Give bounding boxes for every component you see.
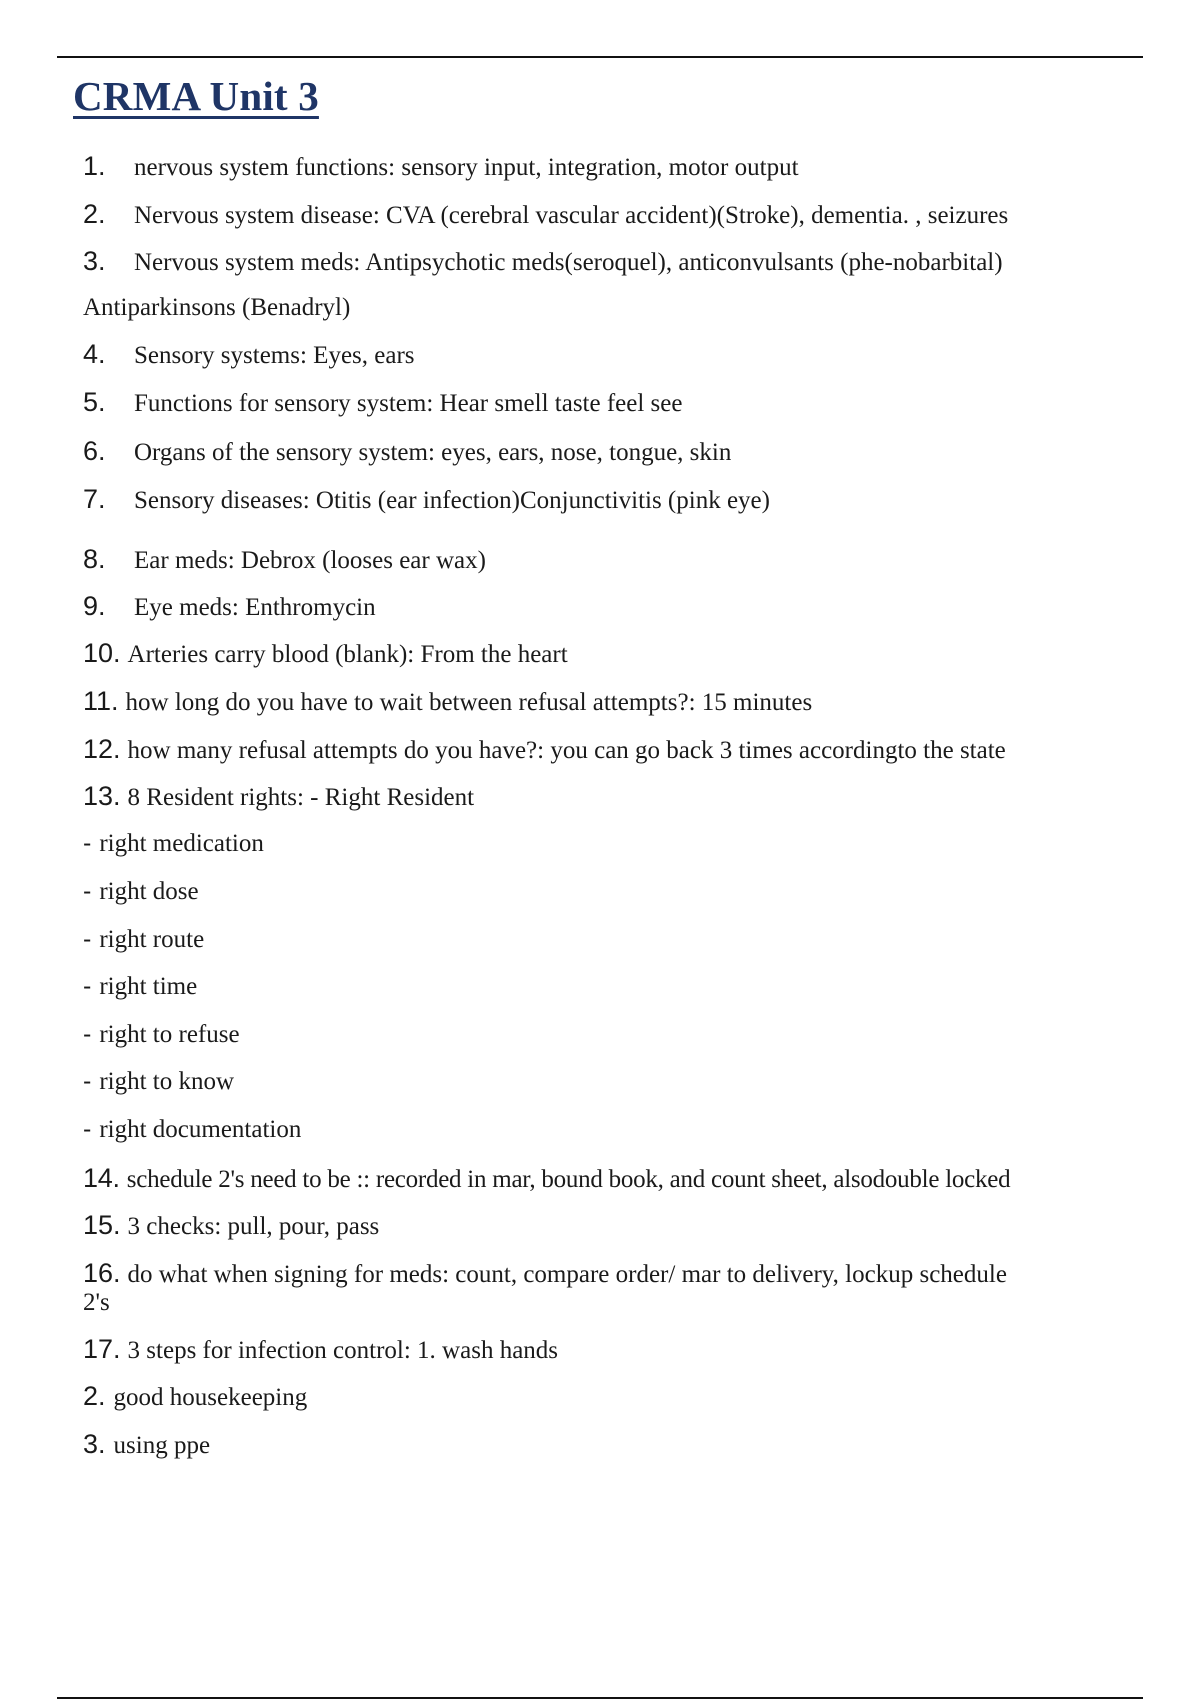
list-item: 5. Functions for sensory system: Hear smell taste feel see (83, 387, 683, 417)
top-rule (57, 56, 1143, 58)
rights-item: - right to know (83, 1067, 235, 1095)
rights-item: - right route (83, 925, 205, 953)
list-item: 10. Arteries carry blood (blank): From the heart (83, 638, 568, 668)
list-item-continuation: 2's (83, 1289, 110, 1316)
rights-item: - right medication (83, 829, 264, 857)
sub-step: 2. good housekeeping (83, 1381, 308, 1411)
list-item: 4. Sensory systems: Eyes, ears (83, 339, 415, 369)
rights-item: - right to refuse (83, 1020, 240, 1048)
list-item: 1. nervous system functions: sensory input, integration, motor output (83, 151, 799, 181)
list-item-continuation: Antiparkinsons (Benadryl) (83, 294, 351, 321)
rights-item: - right time (83, 972, 198, 1000)
list-item: 6. Organs of the sensory system: eyes, ears, nose, tongue, skin (83, 436, 732, 466)
page-title: CRMA Unit 3 (73, 73, 319, 119)
list-item: 17. 3 steps for infection control: 1. wash hands (83, 1334, 559, 1364)
sub-step: 3. using ppe (83, 1429, 211, 1459)
bottom-rule (57, 1697, 1143, 1699)
list-item: 9. Eye meds: Enthromycin (83, 591, 376, 621)
list-item: 7. Sensory diseases: Otitis (ear infection)Conjunctivitis (pink eye) (83, 484, 770, 514)
list-item: 8. Ear meds: Debrox (looses ear wax) (83, 544, 486, 574)
list-item: 11. how long do you have to wait between refusal attempts?: 15 minutes (83, 686, 813, 716)
list-item: 13. 8 Resident rights: - Right Resident (83, 781, 475, 811)
rights-item: - right dose (83, 877, 199, 905)
list-item: 12. how many refusal attempts do you have?: you can go back 3 times accordingto the state (83, 734, 1006, 764)
list-item: 15. 3 checks: pull, pour, pass (83, 1210, 380, 1240)
list-item: 14. schedule 2's need to be :: recorded in mar, bound book, and count sheet, alsodouble locked (83, 1163, 1011, 1193)
list-item: 16. do what when signing for meds: count, compare order/ mar to delivery, lockup schedule (83, 1258, 1007, 1288)
list-item: 2. Nervous system disease: CVA (cerebral vascular accident)(Stroke), dementia. , seizures (83, 199, 1009, 229)
rights-item: - right documentation (83, 1115, 302, 1143)
list-item: 3. Nervous system meds: Antipsychotic meds(seroquel), anticonvulsants (phe-nobarbital) (83, 246, 1003, 276)
